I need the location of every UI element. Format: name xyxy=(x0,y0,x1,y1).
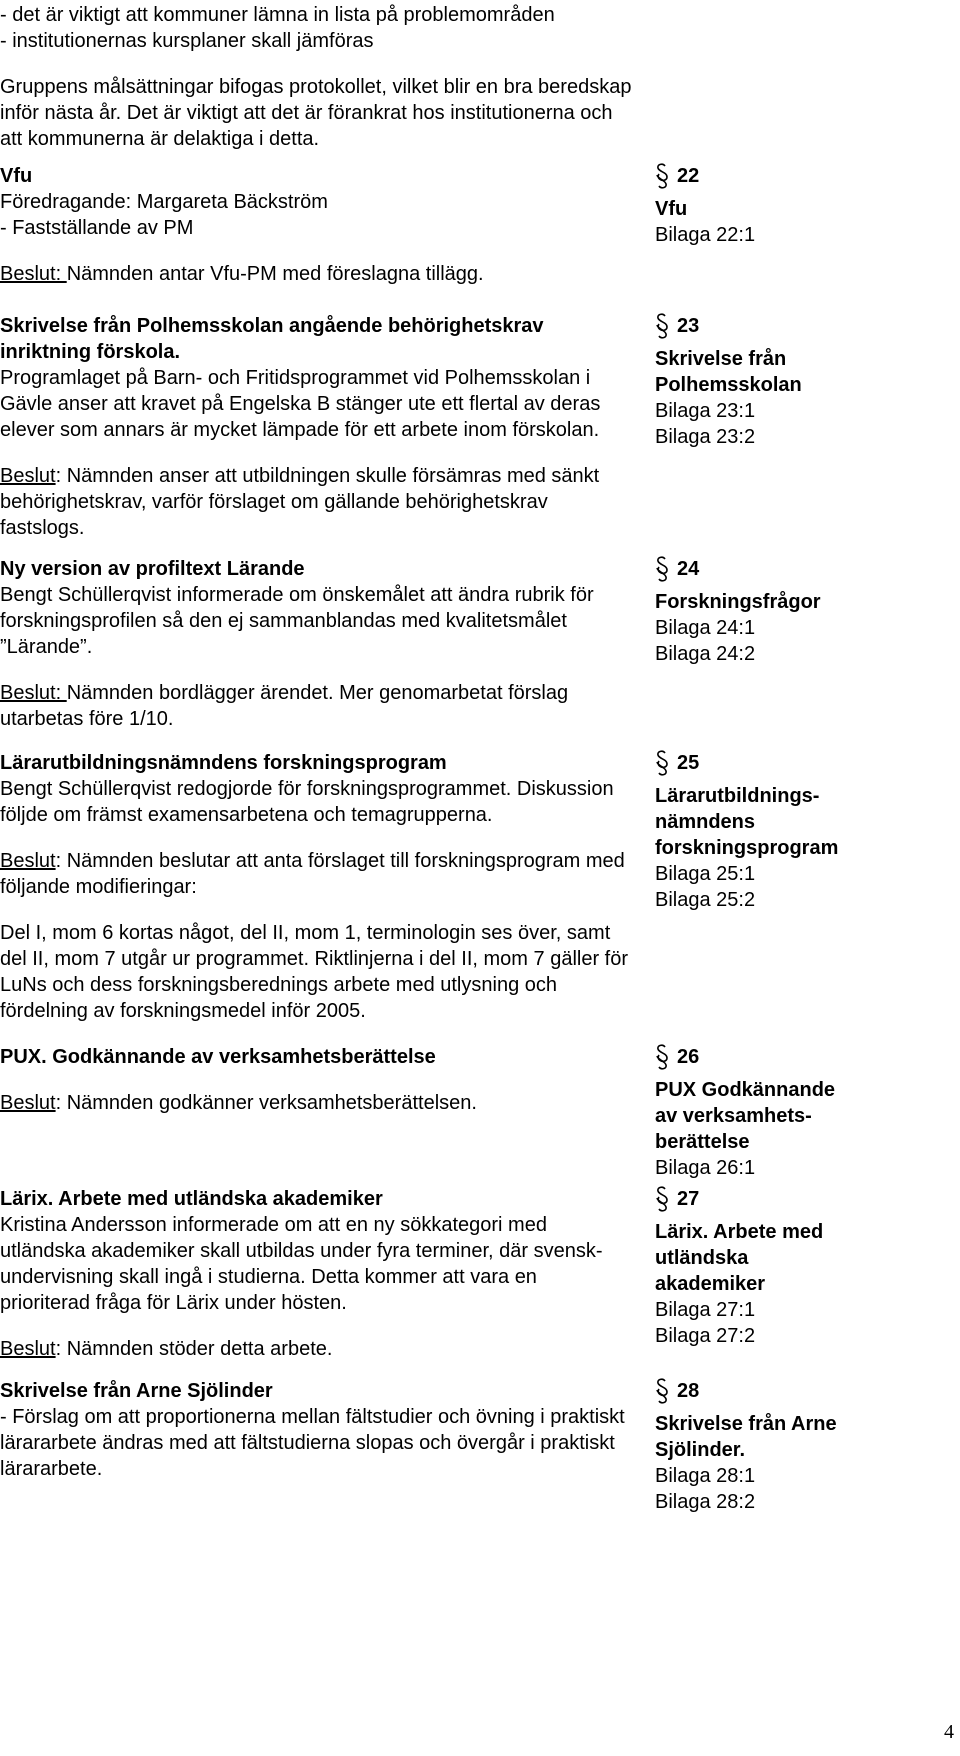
body-line: - Fastställande av PM xyxy=(0,217,194,239)
decision-label: Beslut xyxy=(0,1092,56,1114)
margin-title: Sjölinder. xyxy=(655,1439,746,1461)
margin-title: Vfu xyxy=(655,198,688,220)
decision-text: Nämnden bordlägger ärendet. Mer genomarbetat förslag xyxy=(66,682,569,704)
decision-text: : Nämnden stöder detta arbete. xyxy=(55,1338,333,1360)
margin-title: Lärix. Arbete med xyxy=(655,1221,824,1243)
decision-line: behörighetskrav, varför förslaget om gällande behörighetskrav xyxy=(0,491,548,513)
margin-title: utländska xyxy=(655,1247,749,1269)
decision-line: utarbetas före 1/10. xyxy=(0,708,174,730)
body-line: undervisning skall ingå i studierna. Detta kommer att vara en xyxy=(0,1266,537,1288)
body-line: Kristina Andersson informerade om att en ny sökkategori med xyxy=(0,1214,547,1236)
section-number-text: 25 xyxy=(677,752,700,774)
body-line: forskningsprofilen så den ej sammanblandas med kvalitetsmålet xyxy=(0,610,567,632)
margin-24 xyxy=(655,556,821,667)
section-sign-icon xyxy=(655,313,669,339)
section-sign-icon xyxy=(655,1186,669,1212)
section-title: Lärix. Arbete med utländska akademiker xyxy=(0,1188,383,1210)
section-number xyxy=(655,556,699,582)
margin-title: berättelse xyxy=(655,1131,750,1153)
body-line: elever som annars är mycket lämpade för ett arbete inom förskolan. xyxy=(0,419,600,441)
intro-line: Gruppens målsättningar bifogas protokollet, vilket blir en bra beredskap xyxy=(0,76,632,98)
margin-title: Polhemsskolan xyxy=(655,374,802,396)
intro-block xyxy=(0,2,631,152)
decision-line xyxy=(0,1336,603,1362)
section-28 xyxy=(0,1378,625,1482)
body-line: fördelning av forskningsmedel inför 2005. xyxy=(0,1000,366,1022)
attachment: Bilaga 24:1 xyxy=(655,617,756,639)
margin-title: av verksamhets- xyxy=(655,1105,812,1127)
margin-23 xyxy=(655,313,802,450)
decision-text: Nämnden antar Vfu-PM med föreslagna tillägg. xyxy=(66,263,484,285)
section-number xyxy=(655,750,699,776)
body-line: - Förslag om att proportionerna mellan fältstudier och övning i praktiskt xyxy=(0,1406,625,1428)
body-line: följde om främst examensarbetena och temagrupperna. xyxy=(0,804,493,826)
section-23 xyxy=(0,313,600,541)
margin-28 xyxy=(655,1378,837,1515)
section-title: Skrivelse från Polhemsskolan angående behörighetskrav xyxy=(0,315,544,337)
margin-title: Lärarutbildnings- xyxy=(655,785,820,807)
attachment: Bilaga 23:1 xyxy=(655,400,756,422)
decision-label: Beslut: xyxy=(0,682,67,704)
margin-title: forskningsprogram xyxy=(655,837,839,859)
attachment: Bilaga 26:1 xyxy=(655,1157,756,1179)
section-24 xyxy=(0,556,594,732)
margin-title: Skrivelse från Arne xyxy=(655,1413,837,1435)
margin-title: PUX Godkännande xyxy=(655,1079,836,1101)
section-25 xyxy=(0,750,628,1024)
section-sign-icon xyxy=(655,1378,669,1404)
margin-title: Skrivelse från xyxy=(655,348,787,370)
decision-line xyxy=(0,680,594,706)
attachment: Bilaga 27:1 xyxy=(655,1299,756,1321)
section-title: Lärarutbildningsnämndens forskningsprogram xyxy=(0,752,447,774)
attachment: Bilaga 25:2 xyxy=(655,889,756,911)
body-line: lärararbete. xyxy=(0,1458,103,1480)
section-number-text: 24 xyxy=(677,558,700,580)
body-line: LuNs och dess forskningsberednings arbete med utlysning och xyxy=(0,974,557,996)
body-line: Del I, mom 6 kortas något, del II, mom 1, terminologin ses över, samt xyxy=(0,922,611,944)
body-line: del II, mom 7 utgår ur programmet. Riktlinjerna i del II, mom 7 gäller för xyxy=(0,948,629,970)
decision-line: fastslogs. xyxy=(0,517,85,539)
section-title: Vfu xyxy=(0,165,33,187)
section-number xyxy=(655,1378,699,1404)
section-sign-icon xyxy=(655,556,669,582)
margin-22 xyxy=(655,163,755,248)
margin-27 xyxy=(655,1186,823,1349)
decision-label: Beslut xyxy=(0,465,56,487)
intro-line: inför nästa år. Det är viktigt att det är förankrat hos institutionerna och xyxy=(0,102,613,124)
decision-line: följande modifieringar: xyxy=(0,876,197,898)
decision-label: Beslut xyxy=(0,1338,56,1360)
section-number-text: 26 xyxy=(677,1046,700,1068)
attachment: Bilaga 24:2 xyxy=(655,643,756,665)
decision-line xyxy=(0,261,484,287)
section-number xyxy=(655,1044,699,1070)
section-number-text: 28 xyxy=(677,1380,700,1402)
section-sign-icon xyxy=(655,163,669,189)
body-line: Bengt Schüllerqvist redogjorde för forskningsprogrammet. Diskussion xyxy=(0,778,614,800)
attachment: Bilaga 27:2 xyxy=(655,1325,756,1347)
section-number xyxy=(655,1186,699,1212)
section-title: PUX. Godkännande av verksamhetsberättelse xyxy=(0,1046,436,1068)
attachment: Bilaga 28:1 xyxy=(655,1465,756,1487)
section-number xyxy=(655,313,699,339)
decision-line xyxy=(0,463,600,489)
section-26 xyxy=(0,1044,477,1116)
margin-26 xyxy=(655,1044,835,1181)
intro-line: att kommunerna är delaktiga i detta. xyxy=(0,128,320,150)
body-line: lärararbete ändras med att fältstudierna slopas och övergår i praktiskt xyxy=(0,1432,615,1454)
section-title: inriktning förskola. xyxy=(0,341,181,363)
section-sign-icon xyxy=(655,750,669,776)
body-line: ”Lärande”. xyxy=(0,636,93,658)
body-line: utländska akademiker skall utbildas under fyra terminer, där svensk- xyxy=(0,1240,603,1262)
attachment: Bilaga 28:2 xyxy=(655,1491,756,1513)
section-number-text: 27 xyxy=(677,1188,700,1210)
intro-line: - institutionernas kursplaner skall jämföras xyxy=(0,30,374,52)
attachment: Bilaga 23:2 xyxy=(655,426,756,448)
margin-title: Forskningsfrågor xyxy=(655,591,821,613)
decision-label: Beslut xyxy=(0,850,56,872)
margin-25 xyxy=(655,750,838,913)
body-line: Gävle anser att kravet på Engelska B stänger ute ett flertal av deras xyxy=(0,393,601,415)
section-27 xyxy=(0,1186,603,1362)
section-title: Skrivelse från Arne Sjölinder xyxy=(0,1380,273,1402)
decision-line xyxy=(0,848,628,874)
body-line: Föredragande: Margareta Bäckström xyxy=(0,191,328,213)
section-number xyxy=(655,163,699,189)
body-line: Bengt Schüllerqvist informerade om önskemålet att ändra rubrik för xyxy=(0,584,594,606)
decision-text: : Nämnden anser att utbildningen skulle försämras med sänkt xyxy=(55,465,600,487)
page-number: 4 xyxy=(944,1721,954,1743)
body-line: Programlaget på Barn- och Fritidsprogrammet vid Polhemsskolan i xyxy=(0,367,591,389)
section-title: Ny version av profiltext Lärande xyxy=(0,558,305,580)
margin-title: nämndens xyxy=(655,811,756,833)
body-line: prioriterad fråga för Lärix under hösten. xyxy=(0,1292,347,1314)
decision-text: : Nämnden beslutar att anta förslaget till forskningsprogram med xyxy=(55,850,625,872)
decision-label: Beslut: xyxy=(0,263,67,285)
section-22 xyxy=(0,163,484,287)
section-number-text: 22 xyxy=(677,165,700,187)
intro-line: - det är viktigt att kommuner lämna in lista på problemområden xyxy=(0,4,555,26)
attachment: Bilaga 22:1 xyxy=(655,224,756,246)
section-number-text: 23 xyxy=(677,315,700,337)
decision-text: : Nämnden godkänner verksamhetsberättelsen. xyxy=(55,1092,477,1114)
decision-line xyxy=(0,1090,477,1116)
section-sign-icon xyxy=(655,1044,669,1070)
attachment: Bilaga 25:1 xyxy=(655,863,756,885)
margin-title: akademiker xyxy=(655,1273,766,1295)
